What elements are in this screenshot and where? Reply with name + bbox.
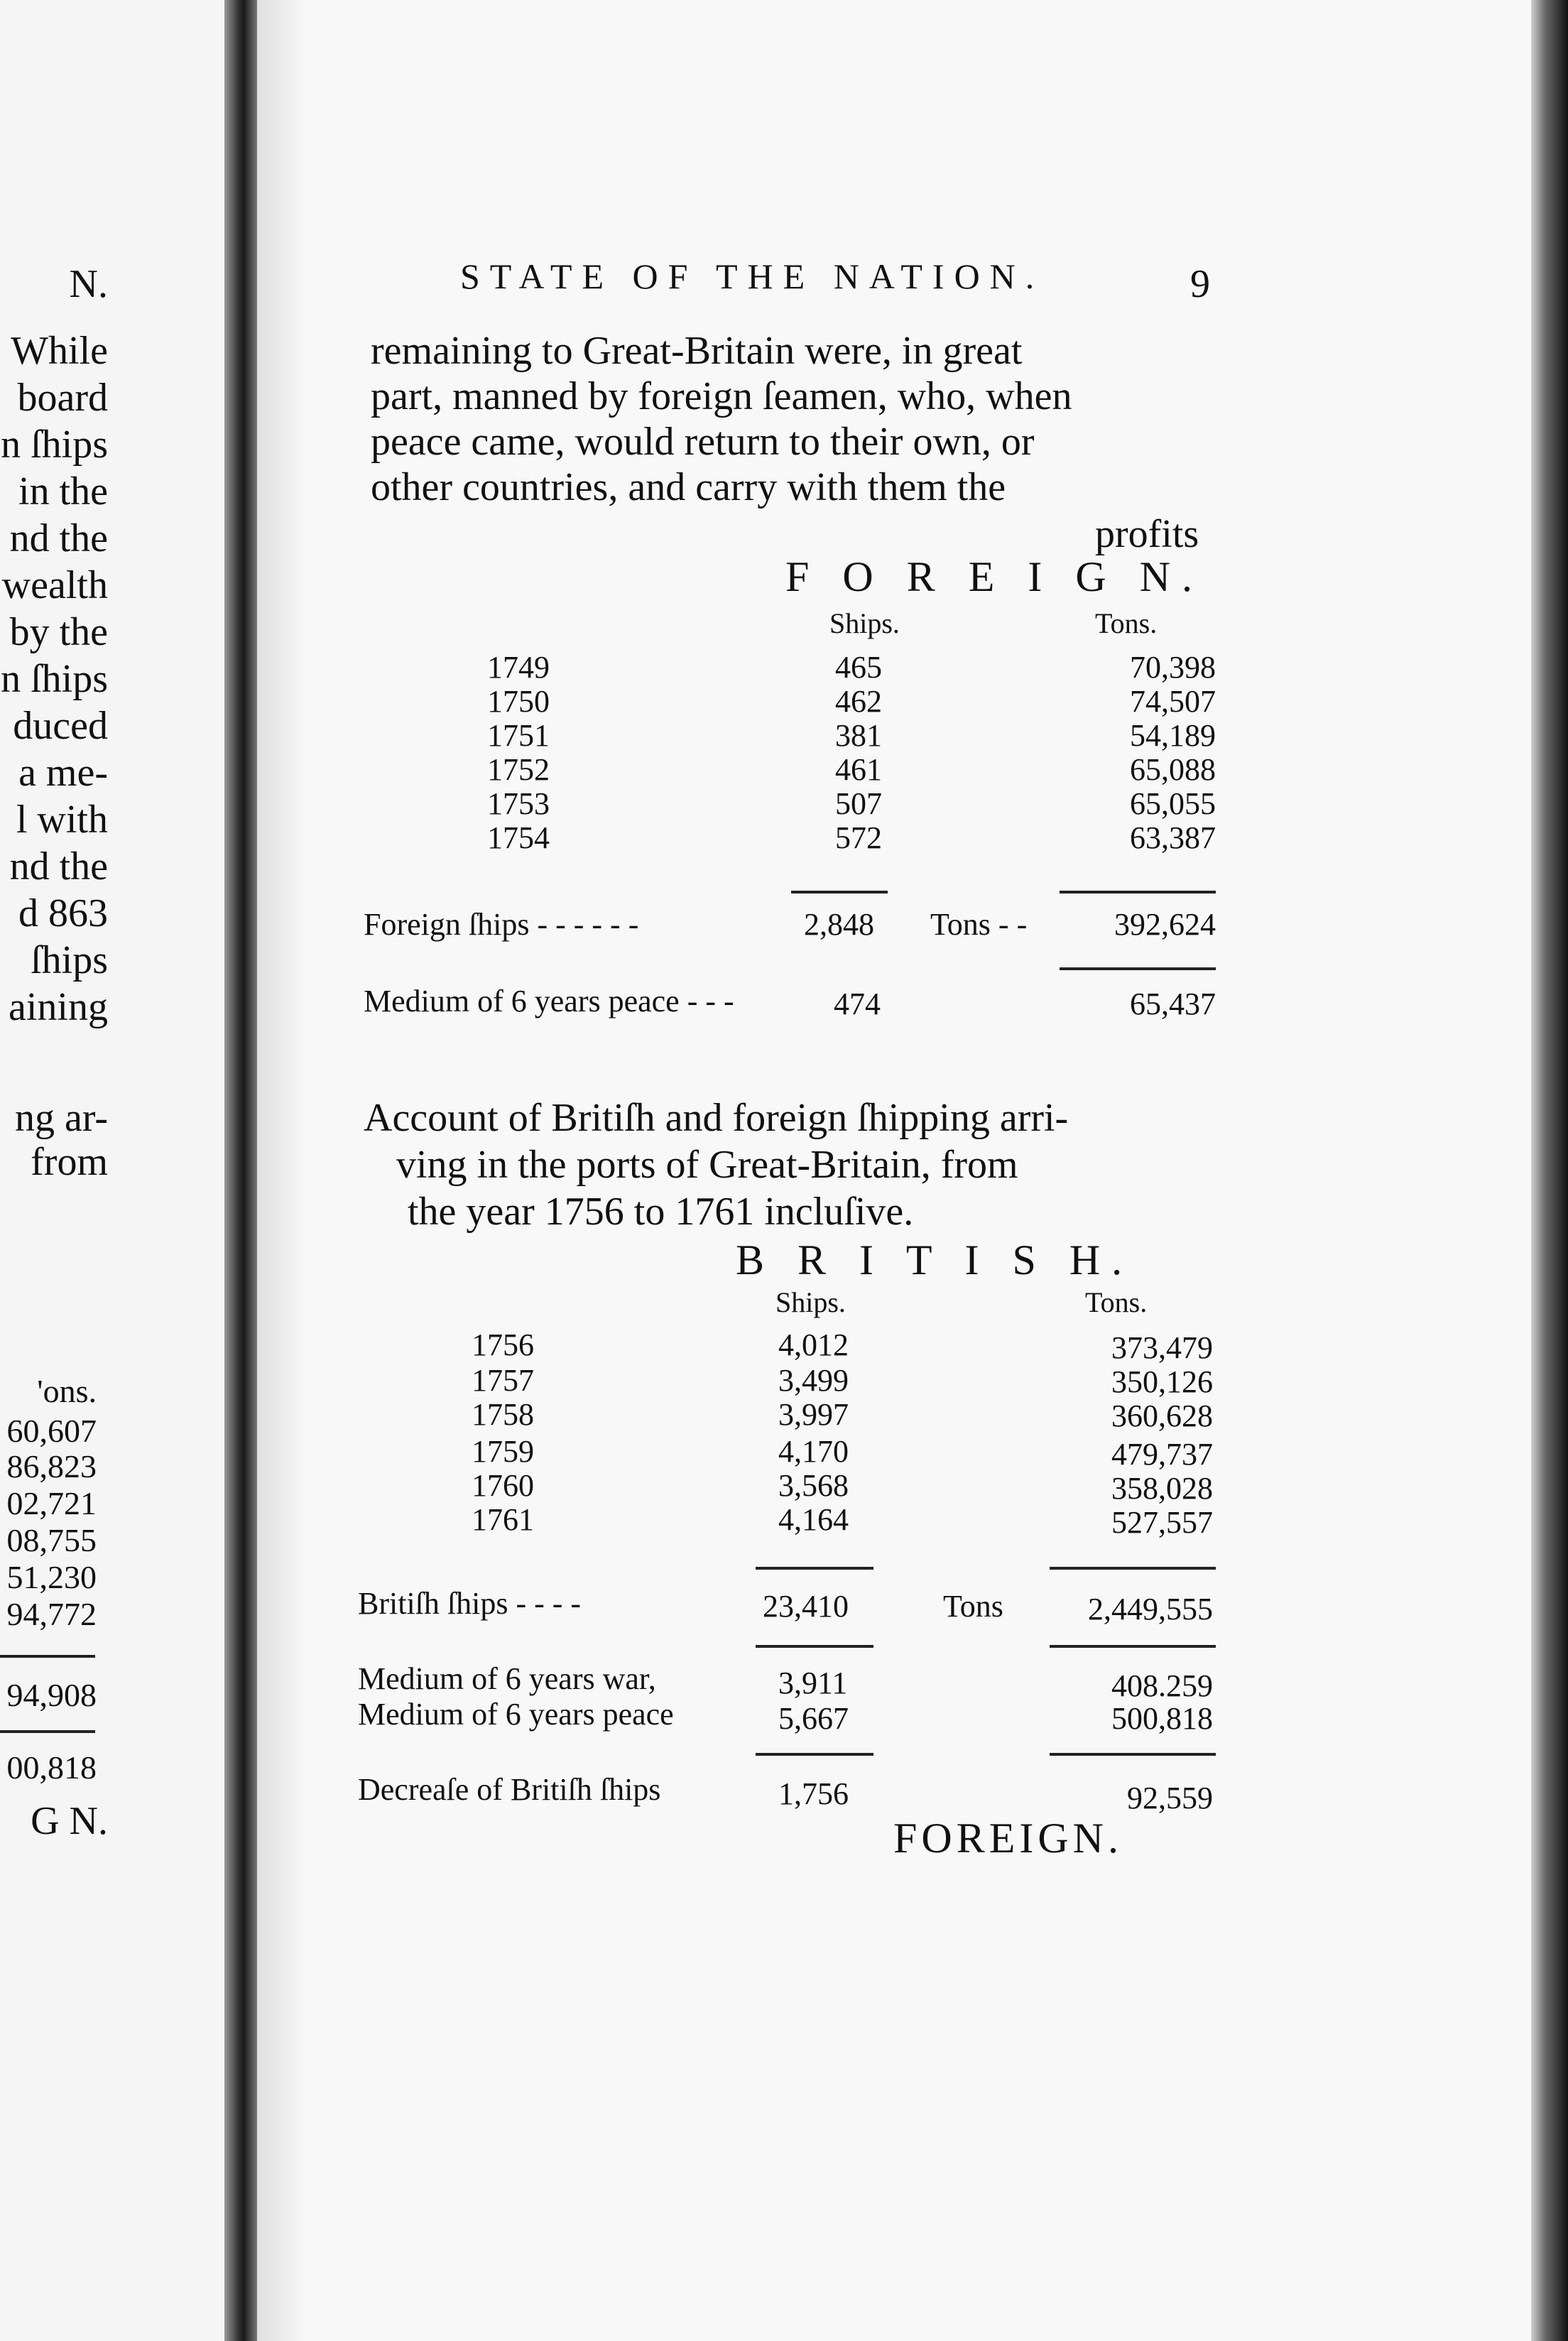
left-line: n ſhips bbox=[1, 423, 108, 467]
british-peace-label: Medium of 6 years peace bbox=[358, 1697, 674, 1732]
british-ships: 4,164 bbox=[778, 1502, 849, 1537]
left-line: aining bbox=[9, 985, 108, 1029]
left-line: N. bbox=[69, 262, 108, 306]
british-ships: 3,997 bbox=[778, 1397, 849, 1432]
left-line: ſhips bbox=[31, 938, 108, 982]
british-decrease-ships: 1,756 bbox=[778, 1776, 849, 1811]
foreign-total-ships: 2,848 bbox=[804, 907, 874, 942]
foreign-medium-label: Medium of 6 years peace - - - bbox=[364, 984, 734, 1019]
foreign-year: 1749 bbox=[487, 650, 550, 685]
british-war-ships: 3,911 bbox=[778, 1666, 848, 1700]
left-catchword: G N. bbox=[31, 1799, 108, 1843]
british-total-label: Britiſh ſhips - - - - bbox=[358, 1586, 582, 1621]
british-ships-rule bbox=[756, 1753, 873, 1756]
left-table-value: 51,230 bbox=[6, 1559, 97, 1595]
foreign-tons: 65,055 bbox=[1130, 786, 1216, 821]
left-table-value: 02,721 bbox=[6, 1485, 97, 1521]
foreign-medium-ships: 474 bbox=[834, 987, 881, 1021]
british-ships-rule bbox=[756, 1567, 873, 1570]
left-line: duced bbox=[13, 704, 108, 748]
left-line: n ſhips bbox=[1, 657, 108, 701]
paragraph-line: part, manned by foreign ſeamen, who, when bbox=[371, 374, 1072, 418]
foreign-table-title: F O R E I G N. bbox=[785, 553, 1204, 600]
british-tons-rule bbox=[1050, 1645, 1216, 1648]
left-table-rule bbox=[0, 1655, 95, 1658]
left-table-value: 60,607 bbox=[6, 1413, 97, 1449]
running-title: STATE OF THE NATION. bbox=[460, 256, 1045, 296]
british-tons-rule bbox=[1050, 1567, 1216, 1570]
book-page bbox=[257, 0, 1531, 2341]
british-year: 1757 bbox=[472, 1363, 534, 1398]
left-line: nd the bbox=[9, 516, 108, 560]
paragraph-line: remaining to Great-Britain were, in great bbox=[371, 329, 1023, 373]
left-line: While bbox=[11, 329, 108, 373]
british-ships: 4,170 bbox=[778, 1434, 849, 1469]
account-line: the year 1756 to 1761 incluſive. bbox=[408, 1190, 914, 1234]
left-table-value: 86,823 bbox=[6, 1448, 97, 1484]
british-ships: 3,568 bbox=[778, 1468, 849, 1503]
british-total-ships: 23,410 bbox=[763, 1589, 849, 1624]
book-gutter bbox=[224, 0, 257, 2341]
left-line: ng ar- bbox=[14, 1096, 108, 1140]
foreign-ships-rule bbox=[791, 891, 888, 894]
page-edge-shadow bbox=[1531, 0, 1568, 2341]
foreign-year: 1754 bbox=[487, 820, 550, 855]
foreign-ships: 381 bbox=[835, 718, 882, 753]
left-line: from bbox=[31, 1140, 108, 1184]
british-decrease-tons: 92,559 bbox=[1127, 1781, 1213, 1815]
foreign-total-label: Foreign ſhips - - - - - - bbox=[364, 907, 639, 942]
british-tons: 360,628 bbox=[1111, 1398, 1213, 1433]
british-peace-tons: 500,818 bbox=[1111, 1701, 1213, 1736]
left-table-value: 94,772 bbox=[6, 1596, 97, 1632]
left-table-sum: 94,908 bbox=[6, 1677, 97, 1713]
british-tons-rule bbox=[1050, 1753, 1216, 1756]
left-line: d 863 bbox=[18, 891, 108, 935]
foreign-year: 1752 bbox=[487, 752, 550, 787]
foreign-medium-tons: 65,437 bbox=[1130, 987, 1216, 1021]
british-year: 1756 bbox=[472, 1327, 534, 1362]
previous-page-fragment bbox=[0, 0, 224, 2341]
foreign-year: 1751 bbox=[487, 718, 550, 753]
left-table-medium: 00,818 bbox=[6, 1749, 97, 1786]
foreign-total-tons-label: Tons - - bbox=[930, 907, 1028, 942]
left-table-value: 08,755 bbox=[6, 1522, 97, 1558]
foreign-tons: 65,088 bbox=[1130, 752, 1216, 787]
british-col-ships: Ships. bbox=[775, 1286, 846, 1318]
british-tons: 350,126 bbox=[1111, 1364, 1213, 1399]
left-line: a me- bbox=[18, 751, 108, 795]
foreign-year: 1753 bbox=[487, 786, 550, 821]
british-tons: 479,737 bbox=[1111, 1437, 1213, 1472]
british-total-tons: 2,449,555 bbox=[1088, 1592, 1213, 1626]
british-decrease-label: Decreaſe of Britiſh ſhips bbox=[358, 1772, 661, 1807]
british-ships: 4,012 bbox=[778, 1327, 849, 1362]
foreign-ships: 461 bbox=[835, 752, 882, 787]
foreign-tons-rule bbox=[1060, 967, 1216, 970]
page-number: 9 bbox=[1190, 262, 1210, 306]
foreign-ships: 462 bbox=[835, 684, 882, 719]
catchword-foreign: FOREIGN. bbox=[893, 1815, 1123, 1862]
british-tons: 373,479 bbox=[1111, 1330, 1213, 1365]
british-total-tons-label: Tons bbox=[943, 1589, 1003, 1624]
british-tons: 527,557 bbox=[1111, 1505, 1213, 1540]
foreign-tons-rule bbox=[1060, 891, 1216, 894]
foreign-tons: 63,387 bbox=[1130, 820, 1216, 855]
foreign-tons: 74,507 bbox=[1130, 684, 1216, 719]
foreign-ships: 507 bbox=[835, 786, 882, 821]
left-line: wealth bbox=[1, 563, 108, 607]
left-line: in the bbox=[18, 469, 108, 514]
left-table-rule bbox=[0, 1730, 95, 1733]
british-year: 1759 bbox=[472, 1434, 534, 1469]
foreign-col-ships: Ships. bbox=[829, 607, 900, 639]
foreign-ships: 572 bbox=[835, 820, 882, 855]
british-ships: 3,499 bbox=[778, 1363, 849, 1398]
british-tons: 358,028 bbox=[1111, 1471, 1213, 1506]
paragraph-line: peace came, would return to their own, or bbox=[371, 420, 1035, 464]
british-peace-ships: 5,667 bbox=[778, 1701, 849, 1736]
foreign-col-tons: Tons. bbox=[1095, 607, 1158, 639]
paragraph-line: other countries, and carry with them the bbox=[371, 465, 1006, 509]
british-war-label: Medium of 6 years war, bbox=[358, 1661, 656, 1696]
left-table-header: 'ons. bbox=[37, 1373, 97, 1409]
foreign-year: 1750 bbox=[487, 684, 550, 719]
foreign-tons: 54,189 bbox=[1130, 718, 1216, 753]
account-line: Account of Britiſh and foreign ſhipping arri- bbox=[364, 1096, 1069, 1140]
account-line: ving in the ports of Great-Britain, from bbox=[396, 1143, 1018, 1187]
british-year: 1761 bbox=[472, 1502, 534, 1537]
catchword-profits: profits bbox=[1095, 512, 1199, 556]
british-year: 1760 bbox=[472, 1468, 534, 1503]
left-line: by the bbox=[9, 610, 108, 654]
british-table-title: B R I T I S H. bbox=[736, 1237, 1134, 1283]
foreign-total-tons: 392,624 bbox=[1114, 907, 1216, 942]
british-ships-rule bbox=[756, 1645, 873, 1648]
british-year: 1758 bbox=[472, 1397, 534, 1432]
foreign-ships: 465 bbox=[835, 650, 882, 685]
foreign-tons: 70,398 bbox=[1130, 650, 1216, 685]
left-line: l with bbox=[16, 798, 108, 842]
british-col-tons: Tons. bbox=[1085, 1286, 1148, 1318]
british-war-tons: 408.259 bbox=[1111, 1668, 1213, 1703]
left-line: board bbox=[17, 376, 108, 420]
left-line: nd the bbox=[9, 844, 108, 889]
